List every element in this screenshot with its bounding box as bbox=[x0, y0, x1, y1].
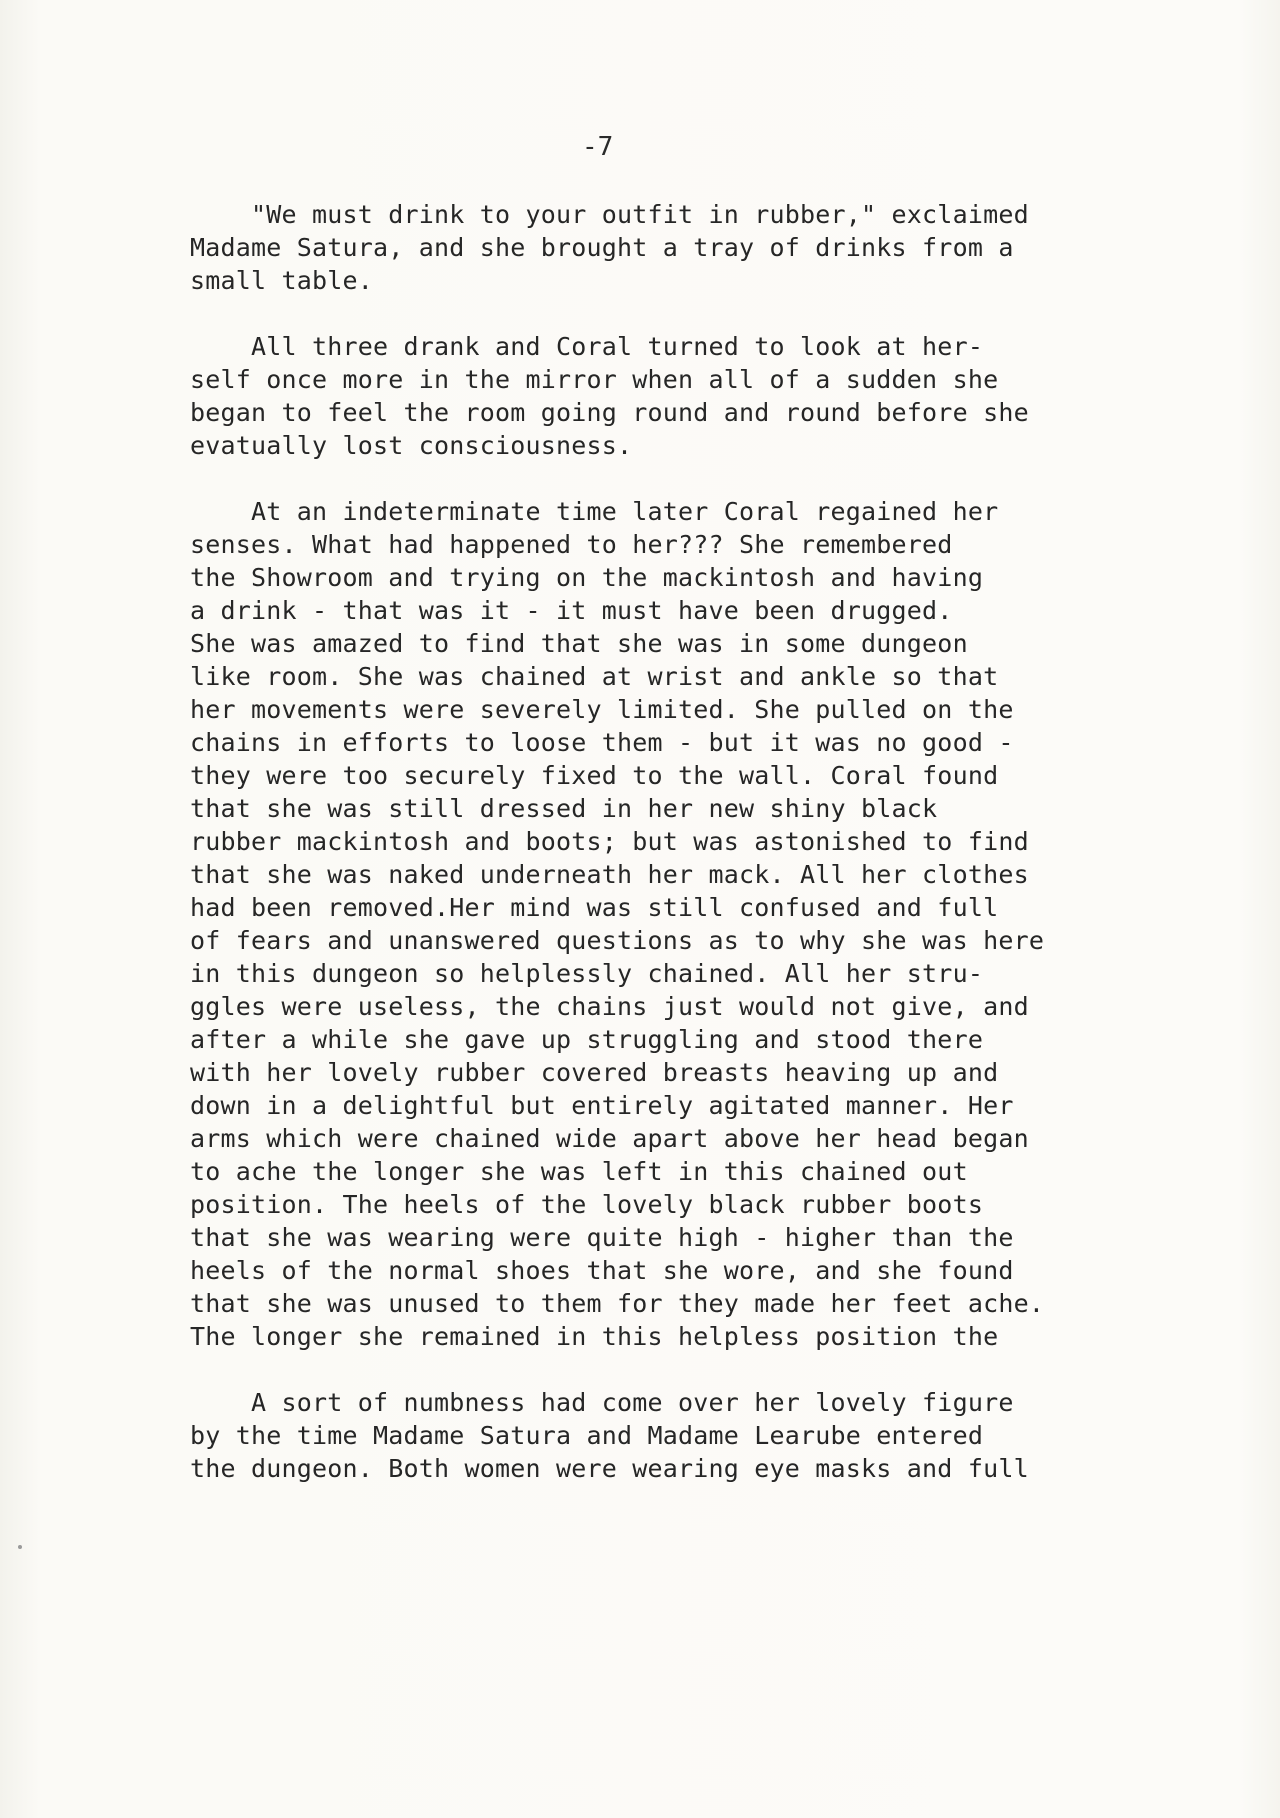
text-line: She was amazed to find that she was in some dungeon bbox=[190, 629, 968, 658]
text-line: by the time Madame Satura and Madame Learube entered bbox=[190, 1421, 984, 1450]
text-line: chains in efforts to loose them - but it was no good - bbox=[190, 728, 1014, 757]
text-line: in this dungeon so helplessly chained. All her stru- bbox=[190, 959, 984, 988]
page-number: -7 bbox=[582, 132, 614, 162]
text-line: "We must drink to your outfit in rubber," exclaimed bbox=[190, 200, 1029, 229]
text-line: At an indeterminate time later Coral regained her bbox=[190, 497, 999, 526]
paragraph-1 bbox=[190, 198, 1190, 297]
text-line: the dungeon. Both women were wearing eye masks and full bbox=[190, 1454, 1029, 1483]
text-line: heels of the normal shoes that she wore, and she found bbox=[190, 1256, 1014, 1285]
text-line: The longer she remained in this helpless position the bbox=[190, 1322, 999, 1351]
text-line: evatually lost consciousness. bbox=[190, 431, 633, 460]
body-text bbox=[190, 198, 1190, 1518]
text-line: of fears and unanswered questions as to why she was here bbox=[190, 926, 1045, 955]
text-line: to ache the longer she was left in this chained out bbox=[190, 1157, 968, 1186]
text-line: they were too securely fixed to the wall. Coral found bbox=[190, 761, 999, 790]
text-line: Madame Satura, and she brought a tray of drinks from a bbox=[190, 233, 1014, 262]
text-line: All three drank and Coral turned to look at her- bbox=[190, 332, 984, 361]
text-line: had been removed.Her mind was still confused and full bbox=[190, 893, 999, 922]
paragraph-2 bbox=[190, 330, 1190, 462]
text-line: the Showroom and trying on the mackintosh and having bbox=[190, 563, 984, 592]
text-line: that she was naked underneath her mack. All her clothes bbox=[190, 860, 1029, 889]
text-line: after a while she gave up struggling and stood there bbox=[190, 1025, 984, 1054]
text-line: that she was wearing were quite high - higher than the bbox=[190, 1223, 1014, 1252]
text-line: small table. bbox=[190, 266, 374, 295]
text-line: like room. She was chained at wrist and ankle so that bbox=[190, 662, 999, 691]
text-line: a drink - that was it - it must have been drugged. bbox=[190, 596, 953, 625]
text-line: self once more in the mirror when all of a sudden she bbox=[190, 365, 999, 394]
paragraph-4 bbox=[190, 1386, 1190, 1485]
text-line: began to feel the room going round and round before she bbox=[190, 398, 1029, 427]
text-line: with her lovely rubber covered breasts heaving up and bbox=[190, 1058, 999, 1087]
text-line: that she was still dressed in her new shiny black bbox=[190, 794, 938, 823]
text-line: position. The heels of the lovely black rubber boots bbox=[190, 1190, 984, 1219]
text-line: that she was unused to them for they made her feet ache. bbox=[190, 1289, 1045, 1318]
paragraph-3 bbox=[190, 495, 1190, 1353]
text-line: rubber mackintosh and boots; but was astonished to find bbox=[190, 827, 1029, 856]
text-line: A sort of numbness had come over her lovely figure bbox=[190, 1388, 1014, 1417]
text-line: senses. What had happened to her??? She remembered bbox=[190, 530, 953, 559]
text-line: down in a delightful but entirely agitated manner. Her bbox=[190, 1091, 1014, 1120]
text-line: ggles were useless, the chains just would not give, and bbox=[190, 992, 1029, 1021]
text-line: her movements were severely limited. She pulled on the bbox=[190, 695, 1014, 724]
margin-mark bbox=[18, 1545, 22, 1549]
text-line: arms which were chained wide apart above her head began bbox=[190, 1124, 1029, 1153]
